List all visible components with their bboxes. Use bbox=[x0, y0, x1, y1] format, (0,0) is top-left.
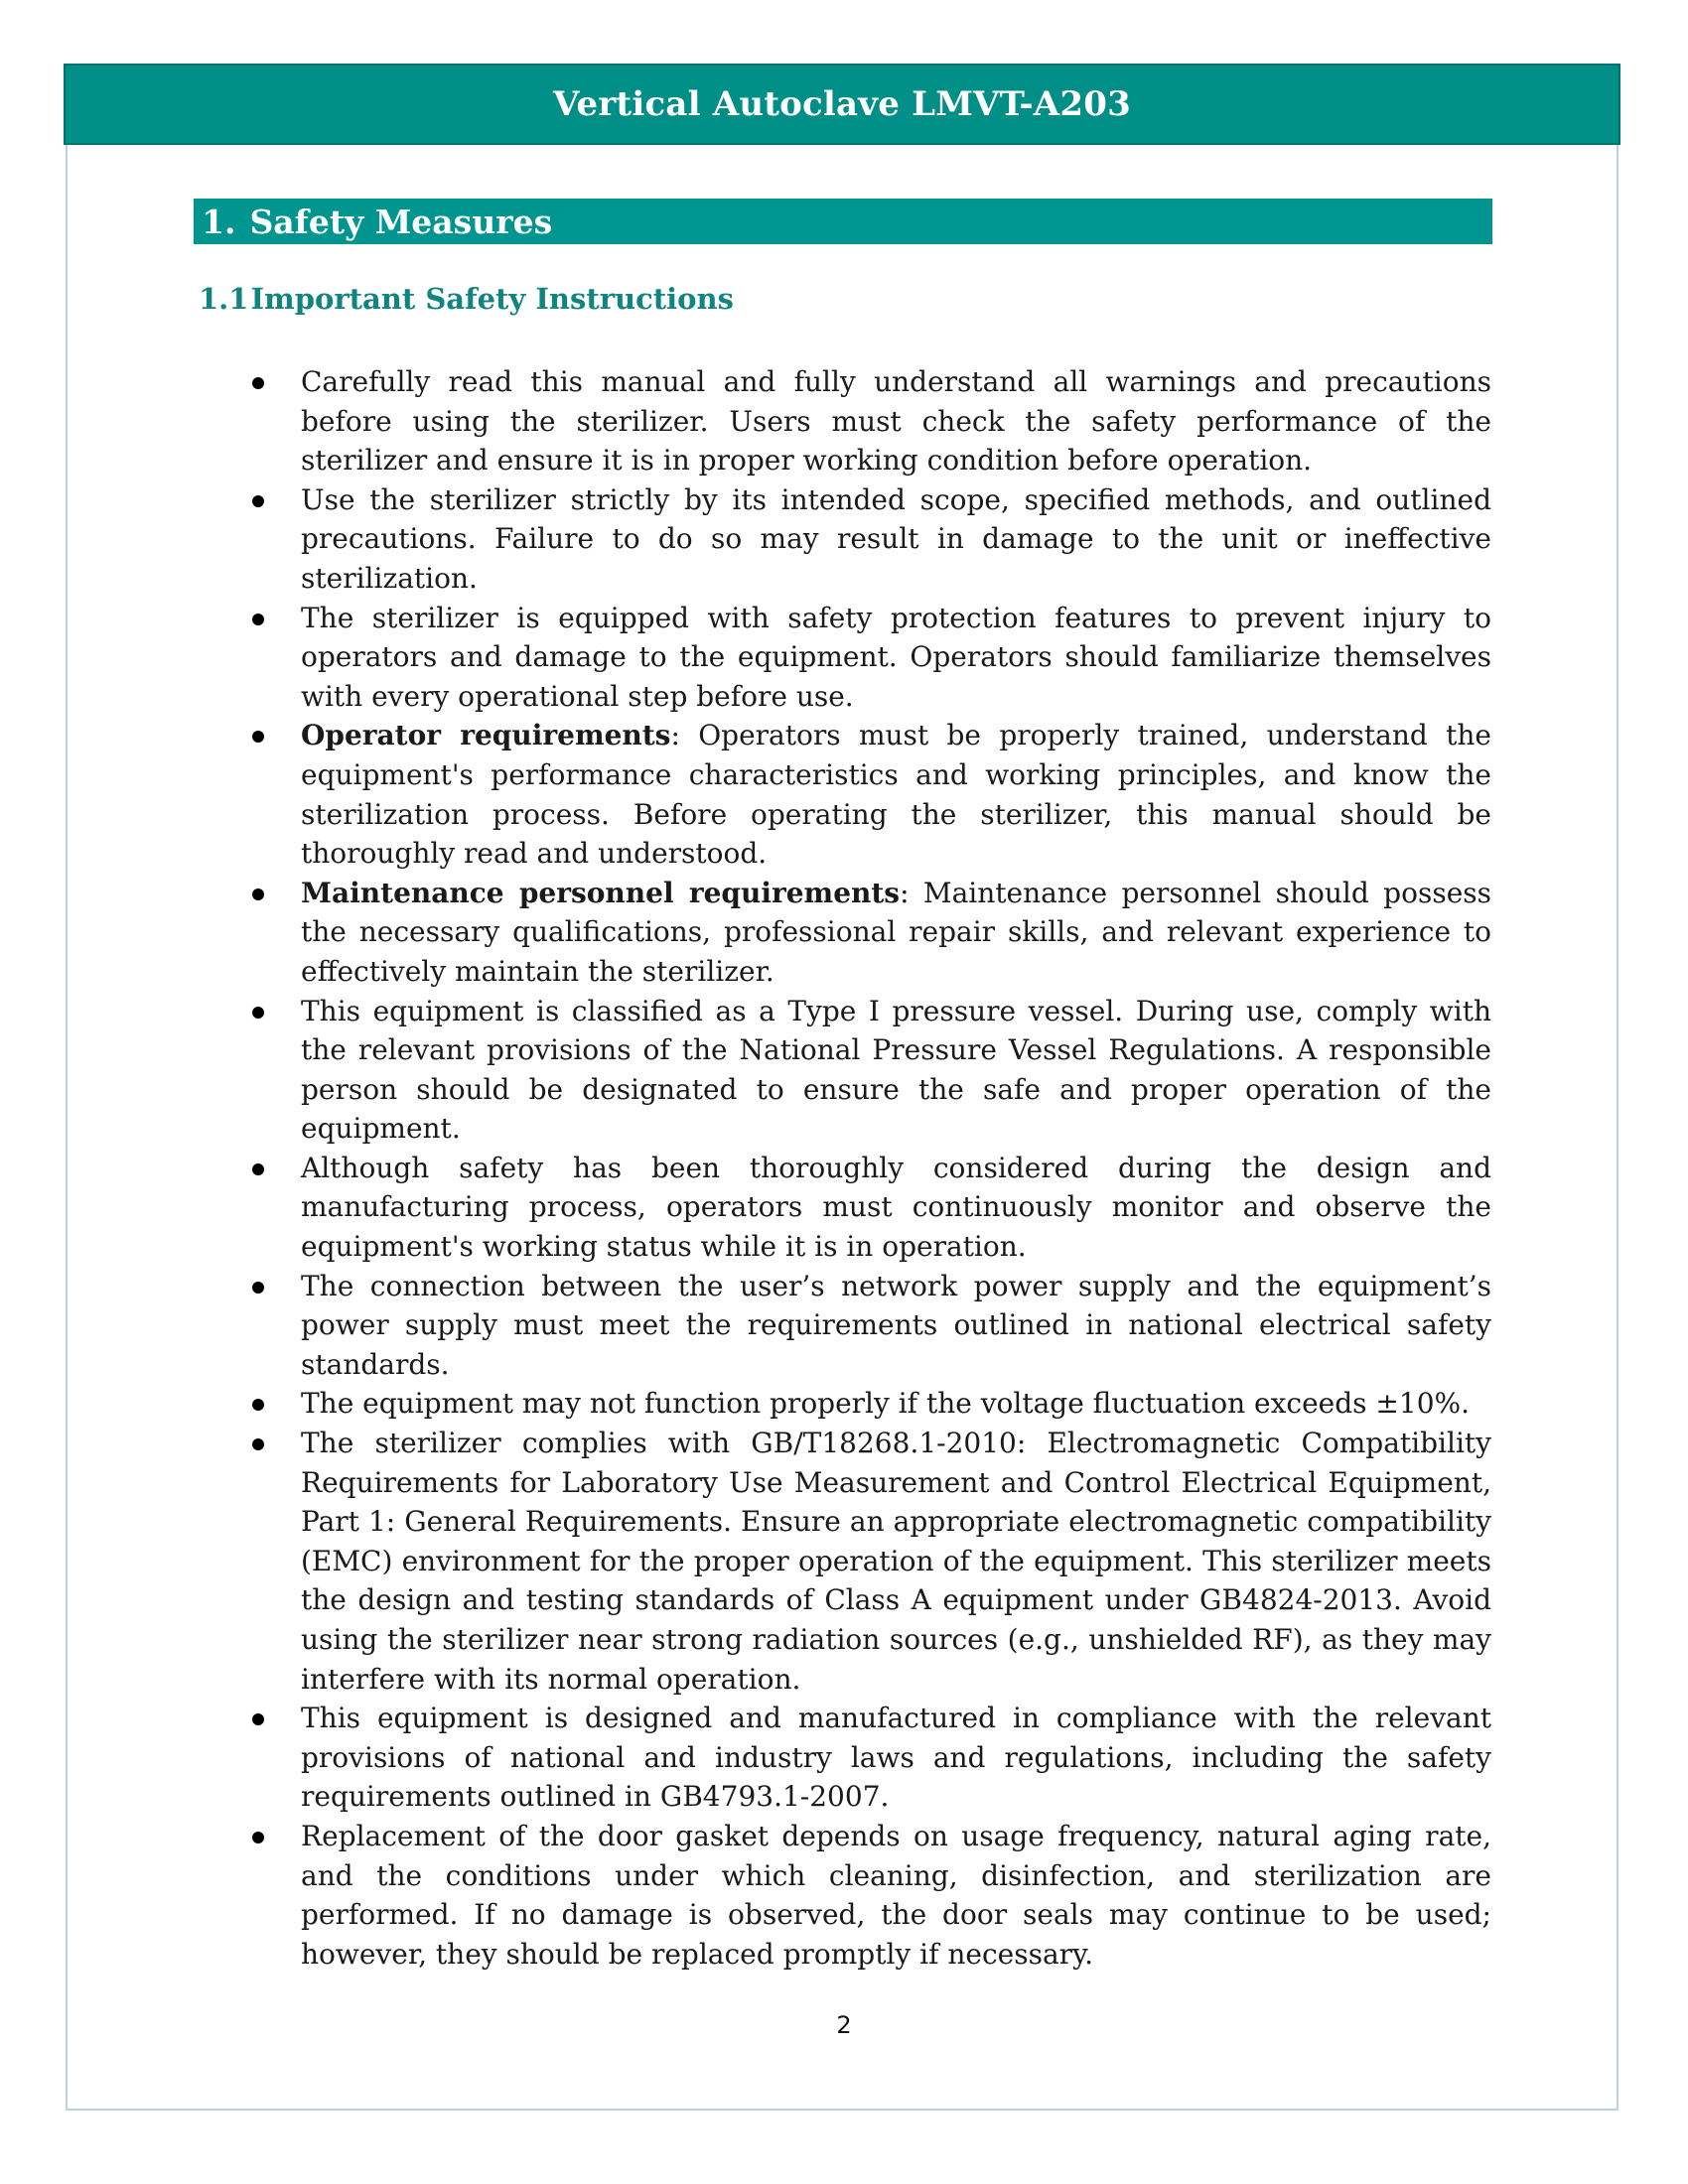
list-item-text: Use the sterilizer strictly by its intended scope, specified methods, and outlined precautions. Failure to do so may result in damage to the unit or ineffective sterilization. bbox=[301, 482, 1491, 595]
bullet-icon bbox=[252, 1282, 264, 1294]
list-item-text: : Operators must be properly trained, understand the equipment's performance characteristics and working principles, and know the sterilization process. Before operating the sterilizer, this manual should be thoroughly read and understood. bbox=[301, 719, 1491, 871]
safety-instructions-list bbox=[248, 362, 1491, 1974]
list-item bbox=[248, 1424, 1491, 1699]
list-item bbox=[248, 1267, 1491, 1385]
list-item-lead: Operator requirements bbox=[301, 719, 671, 752]
list-item bbox=[248, 1817, 1491, 1974]
list-item bbox=[248, 1149, 1491, 1267]
section-number: 1. bbox=[202, 202, 236, 241]
document-header bbox=[64, 64, 1620, 145]
bullet-icon bbox=[252, 731, 264, 743]
list-item-lead: Maintenance personnel requirements bbox=[301, 876, 901, 909]
bullet-icon bbox=[252, 1438, 264, 1450]
list-item-text: Although safety has been thoroughly considered during the design and manufacturing process, operators must continuously monitor and observe the equipment's working status while it is in operation. bbox=[301, 1151, 1491, 1264]
document-title: Vertical Autoclave LMVT-A203 bbox=[553, 84, 1131, 124]
bullet-icon bbox=[252, 377, 264, 389]
bullet-icon bbox=[252, 495, 264, 507]
bullet-icon bbox=[252, 888, 264, 900]
list-item-text: The connection between the user’s network power supply and the equipment’s power supply must meet the requirements outlined in national electrical safety standards. bbox=[301, 1269, 1491, 1381]
section-title: Safety Measures bbox=[249, 202, 553, 241]
list-item bbox=[248, 874, 1491, 992]
list-item-text: The sterilizer complies with GB/T18268.1-2010: Electromagnetic Compatibility Requirements for Laboratory Use Measurement and Control Electrical Equipment, Part 1: General Requirements. Ensure an appropriate electromagnetic compatibility (EMC) environment for the proper operation of the equipment. This sterilizer meets the design and testing standards of Class A equipment under GB4824-2013. Avoid using the sterilizer near strong radiation sources (e.g., unshielded RF), as they may interfere with its normal operation. bbox=[301, 1427, 1491, 1696]
subsection-title: Important Safety Instructions bbox=[250, 282, 734, 316]
list-item bbox=[248, 480, 1491, 599]
list-item bbox=[248, 599, 1491, 717]
list-item bbox=[248, 1699, 1491, 1817]
list-item bbox=[248, 362, 1491, 480]
section-heading bbox=[202, 203, 552, 241]
list-item bbox=[248, 1384, 1491, 1424]
list-item bbox=[248, 716, 1491, 873]
bullet-icon bbox=[252, 1007, 264, 1019]
list-item-text: Replacement of the door gasket depends on usage frequency, natural aging rate, and the conditions under which cleaning, disinfection, and sterilization are performed. If no damage is observed, the door seals may continue to be used; however, they should be replaced promptly if necessary. bbox=[301, 1819, 1491, 1971]
bullet-icon bbox=[252, 1832, 264, 1843]
list-item-text: : Maintenance personnel should possess the necessary qualifications, professional repair skills, and relevant experience to effectively maintain the sterilizer. bbox=[301, 876, 1492, 988]
list-item-text: The equipment may not function properly if the voltage fluctuation exceeds ±10%. bbox=[301, 1387, 1471, 1421]
section-heading-bar bbox=[194, 199, 1492, 244]
list-item-text: This equipment is classified as a Type I pressure vessel. During use, comply with the relevant provisions of the National Pressure Vessel Regulations. A responsible person should be designated to ensure the safe and proper operation of the equipment. bbox=[301, 994, 1491, 1146]
list-item bbox=[248, 992, 1491, 1149]
subsection-number: 1.1 bbox=[199, 282, 249, 316]
bullet-icon bbox=[252, 1163, 264, 1175]
bullet-icon bbox=[252, 1399, 264, 1411]
list-item-text: Carefully read this manual and fully understand all warnings and precautions before using the sterilizer. Users must check the safety performance of the sterilizer and ensure it is in proper working condition before operation. bbox=[301, 365, 1491, 478]
list-item-text: This equipment is designed and manufactured in compliance with the relevant provisions of national and industry laws and regulations, including the safety requirements outlined in GB4793.1-2007. bbox=[301, 1702, 1491, 1814]
page-number: 2 bbox=[836, 2011, 852, 2039]
subsection-heading bbox=[199, 282, 734, 316]
list-item-text: The sterilizer is equipped with safety protection features to prevent injury to operators and damage to the equipment. Operators should familiarize themselves with every operational step before use. bbox=[301, 601, 1491, 713]
bullet-icon bbox=[252, 1713, 264, 1725]
bullet-icon bbox=[252, 614, 264, 625]
